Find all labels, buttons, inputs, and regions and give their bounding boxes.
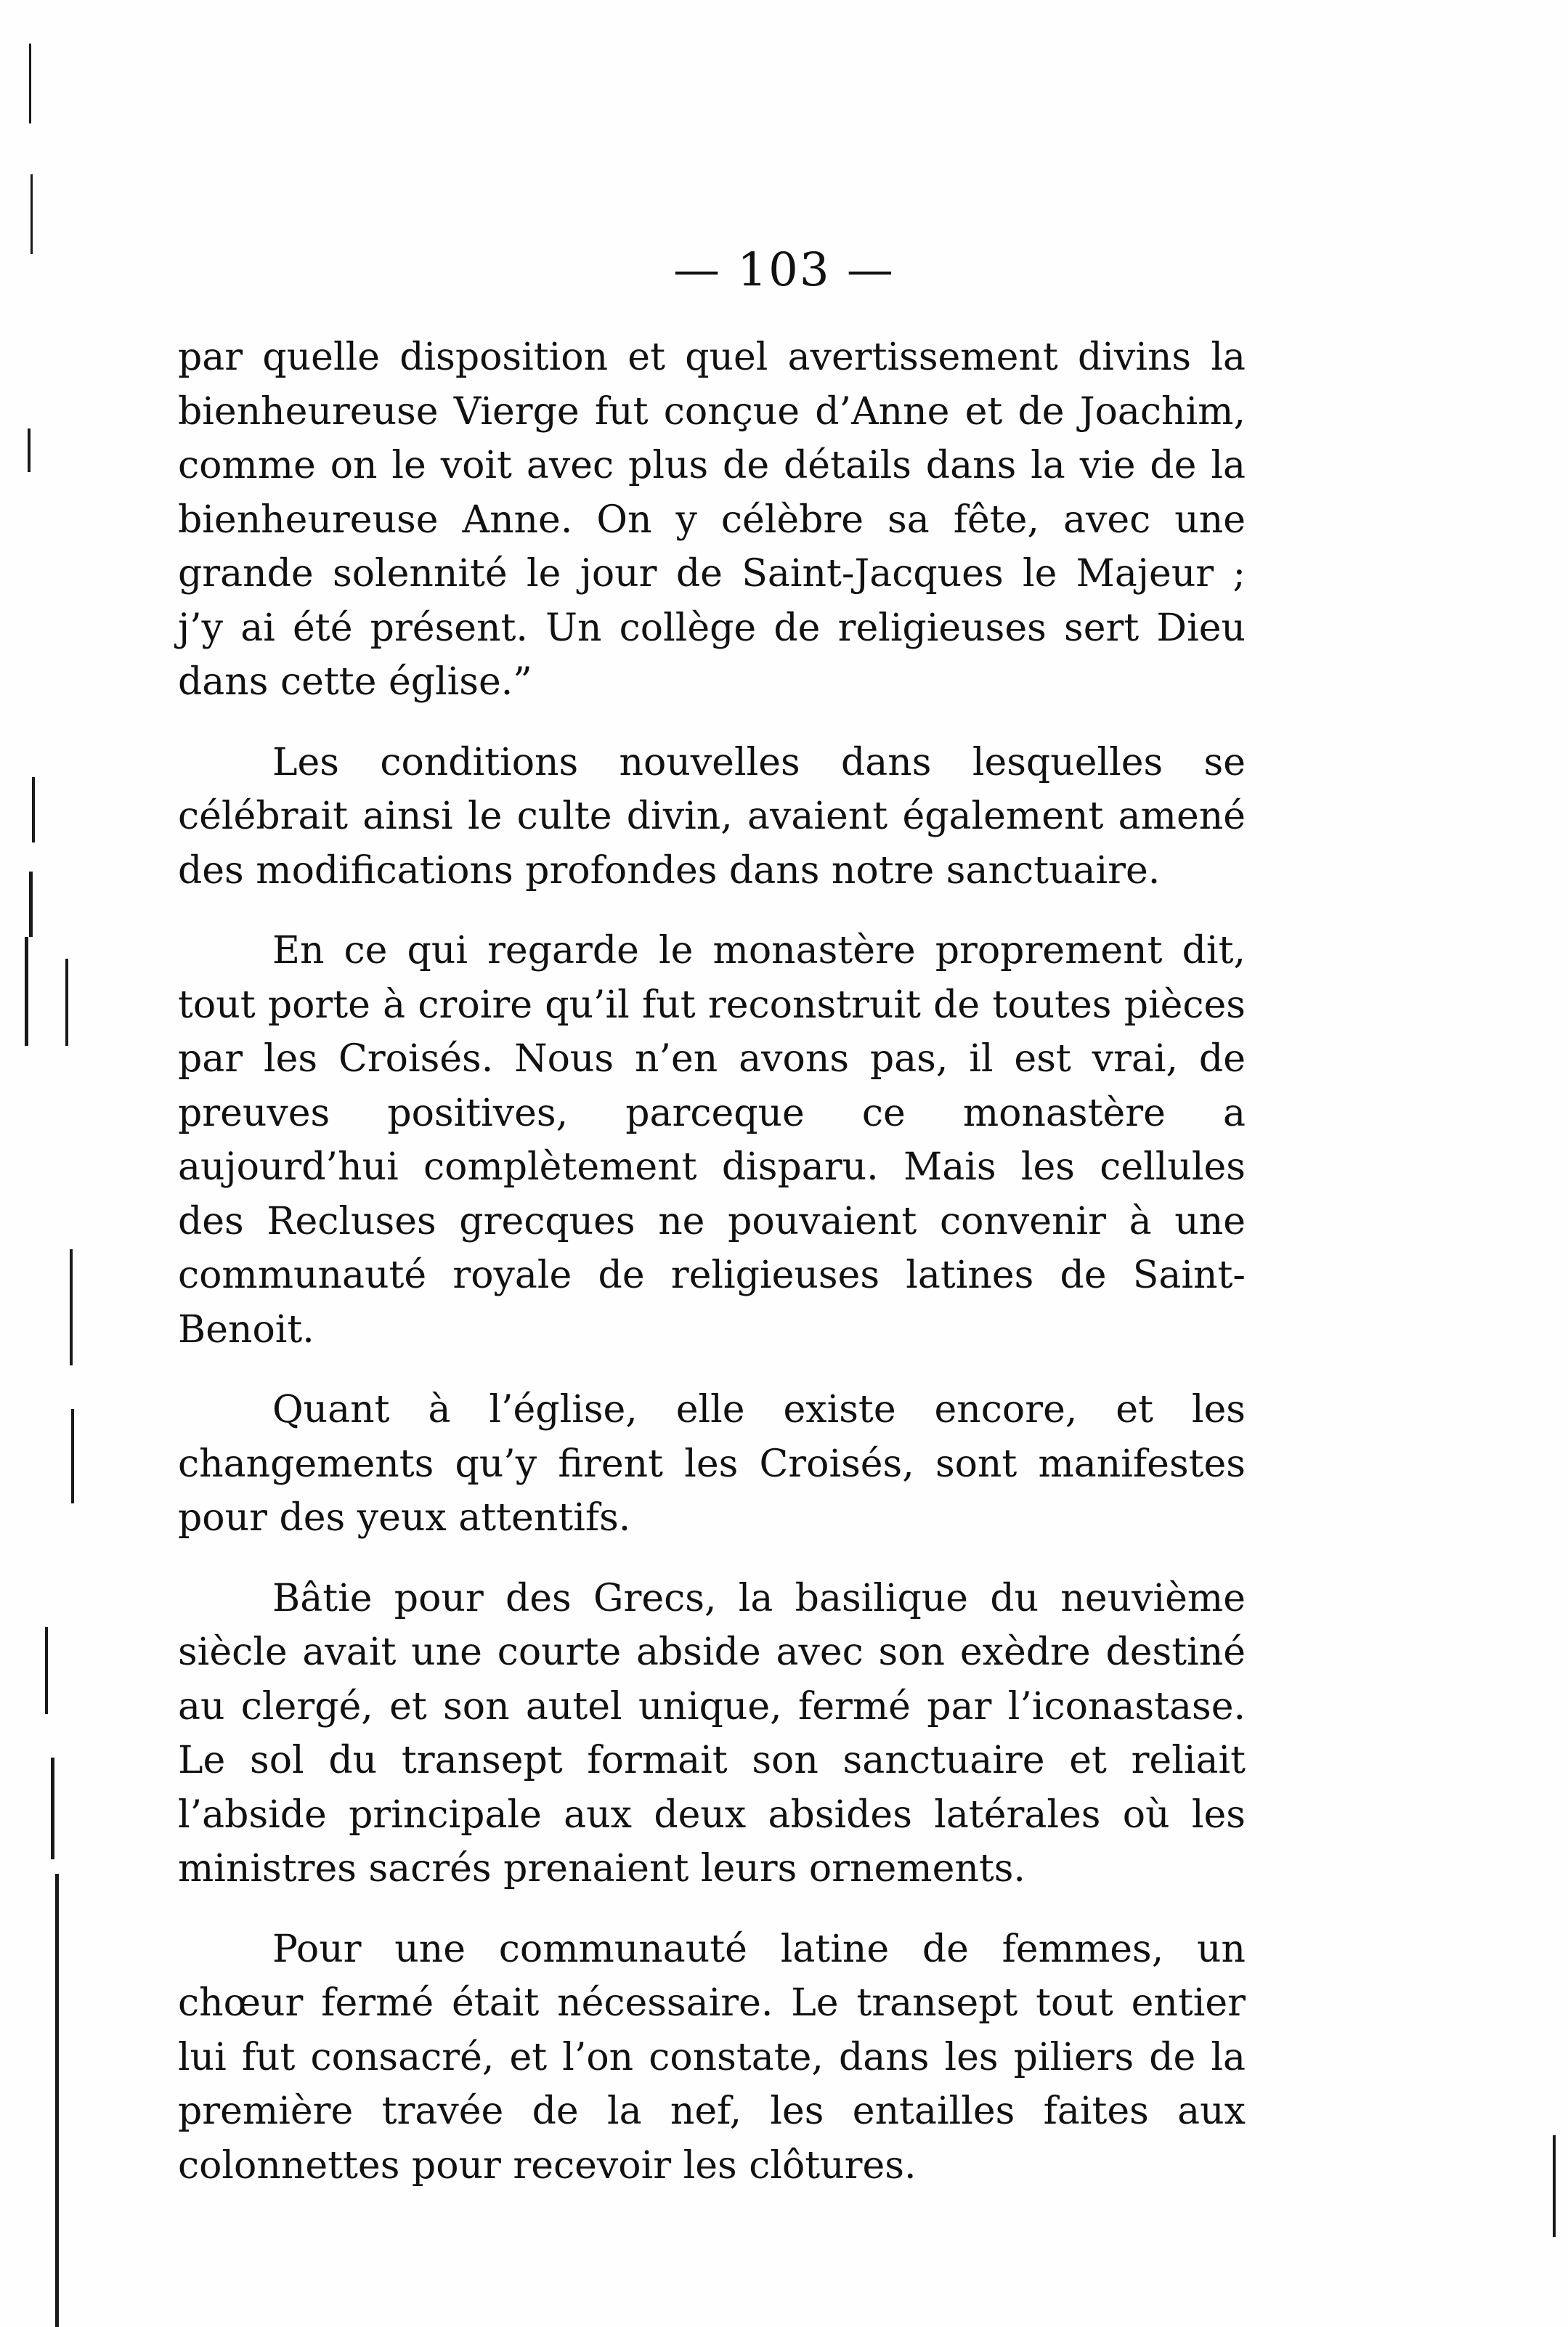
scan-mark	[28, 429, 31, 472]
paragraph: Pour une communauté latine de femmes, un chœur fermé était nécessaire. Le transept tout entier lui fut consacré, et l’on constate, dans les piliers de la première travée de la nef, les entailles faites aux colonnettes pour recevoir les clôtures.	[178, 1927, 1246, 2188]
scan-mark	[29, 872, 33, 937]
scan-gutter-marks	[0, 0, 102, 2327]
paragraph: par quelle disposition et quel avertissement divins la bienheureuse Vierge fut conçue d’Anne et de Joachim, comme on le voit avec plus de détails dans la vie de la bienheureuse Anne. On y célèbre sa fête, avec une grande solennité le jour de Saint-Jacques le Majeur ; j’y ai été présent. Un collège de religieuses sert Dieu dans cette église.”	[178, 336, 1246, 704]
scan-mark	[31, 174, 33, 254]
scan-mark	[29, 44, 31, 123]
paragraph: Les conditions nouvelles dans lesquelles se célébrait ainsi le culte divin, avaient également amené des modifications profondes dans notre sanctuaire.	[178, 740, 1246, 893]
scan-mark	[55, 1874, 59, 2327]
page-number: — 103 —	[673, 243, 895, 297]
scan-mark	[70, 1249, 73, 1365]
scan-mark	[65, 959, 68, 1046]
scan-mark	[45, 1627, 48, 1714]
scan-mark	[71, 1409, 74, 1503]
body-text	[178, 330, 1246, 2219]
paragraph: Quant à l’église, elle existe encore, et les changements qu’y firent les Croisés, sont manifestes pour des yeux attentifs.	[178, 1388, 1246, 1540]
paragraph: Bâtie pour des Grecs, la basilique du neuvième siècle avait une courte abside avec son exèdre destiné au clergé, et son autel unique, fermé par l’iconastase. Le sol du transept formait son sanctuaire et reliait l’abside principale aux deux absides latérales où les ministres sacrés prenaient leurs ornements.	[178, 1576, 1246, 1891]
paragraph: En ce qui regarde le monastère proprement dit, tout porte à croire qu’il fut reconstruit de toutes pièces par les Croisés. Nous n’en avons pas, il est vrai, de preuves positives, parceque ce monastère a aujourd’hui complètement disparu. Mais les cellules des Recluses grecques ne pouvaient convenir à une communauté royale de religieuses latines de Saint-Benoit.	[178, 929, 1246, 1352]
scan-mark	[25, 937, 28, 1046]
scan-mark	[1553, 2135, 1556, 2237]
scan-mark	[51, 1758, 54, 1859]
scan-mark	[32, 777, 35, 842]
